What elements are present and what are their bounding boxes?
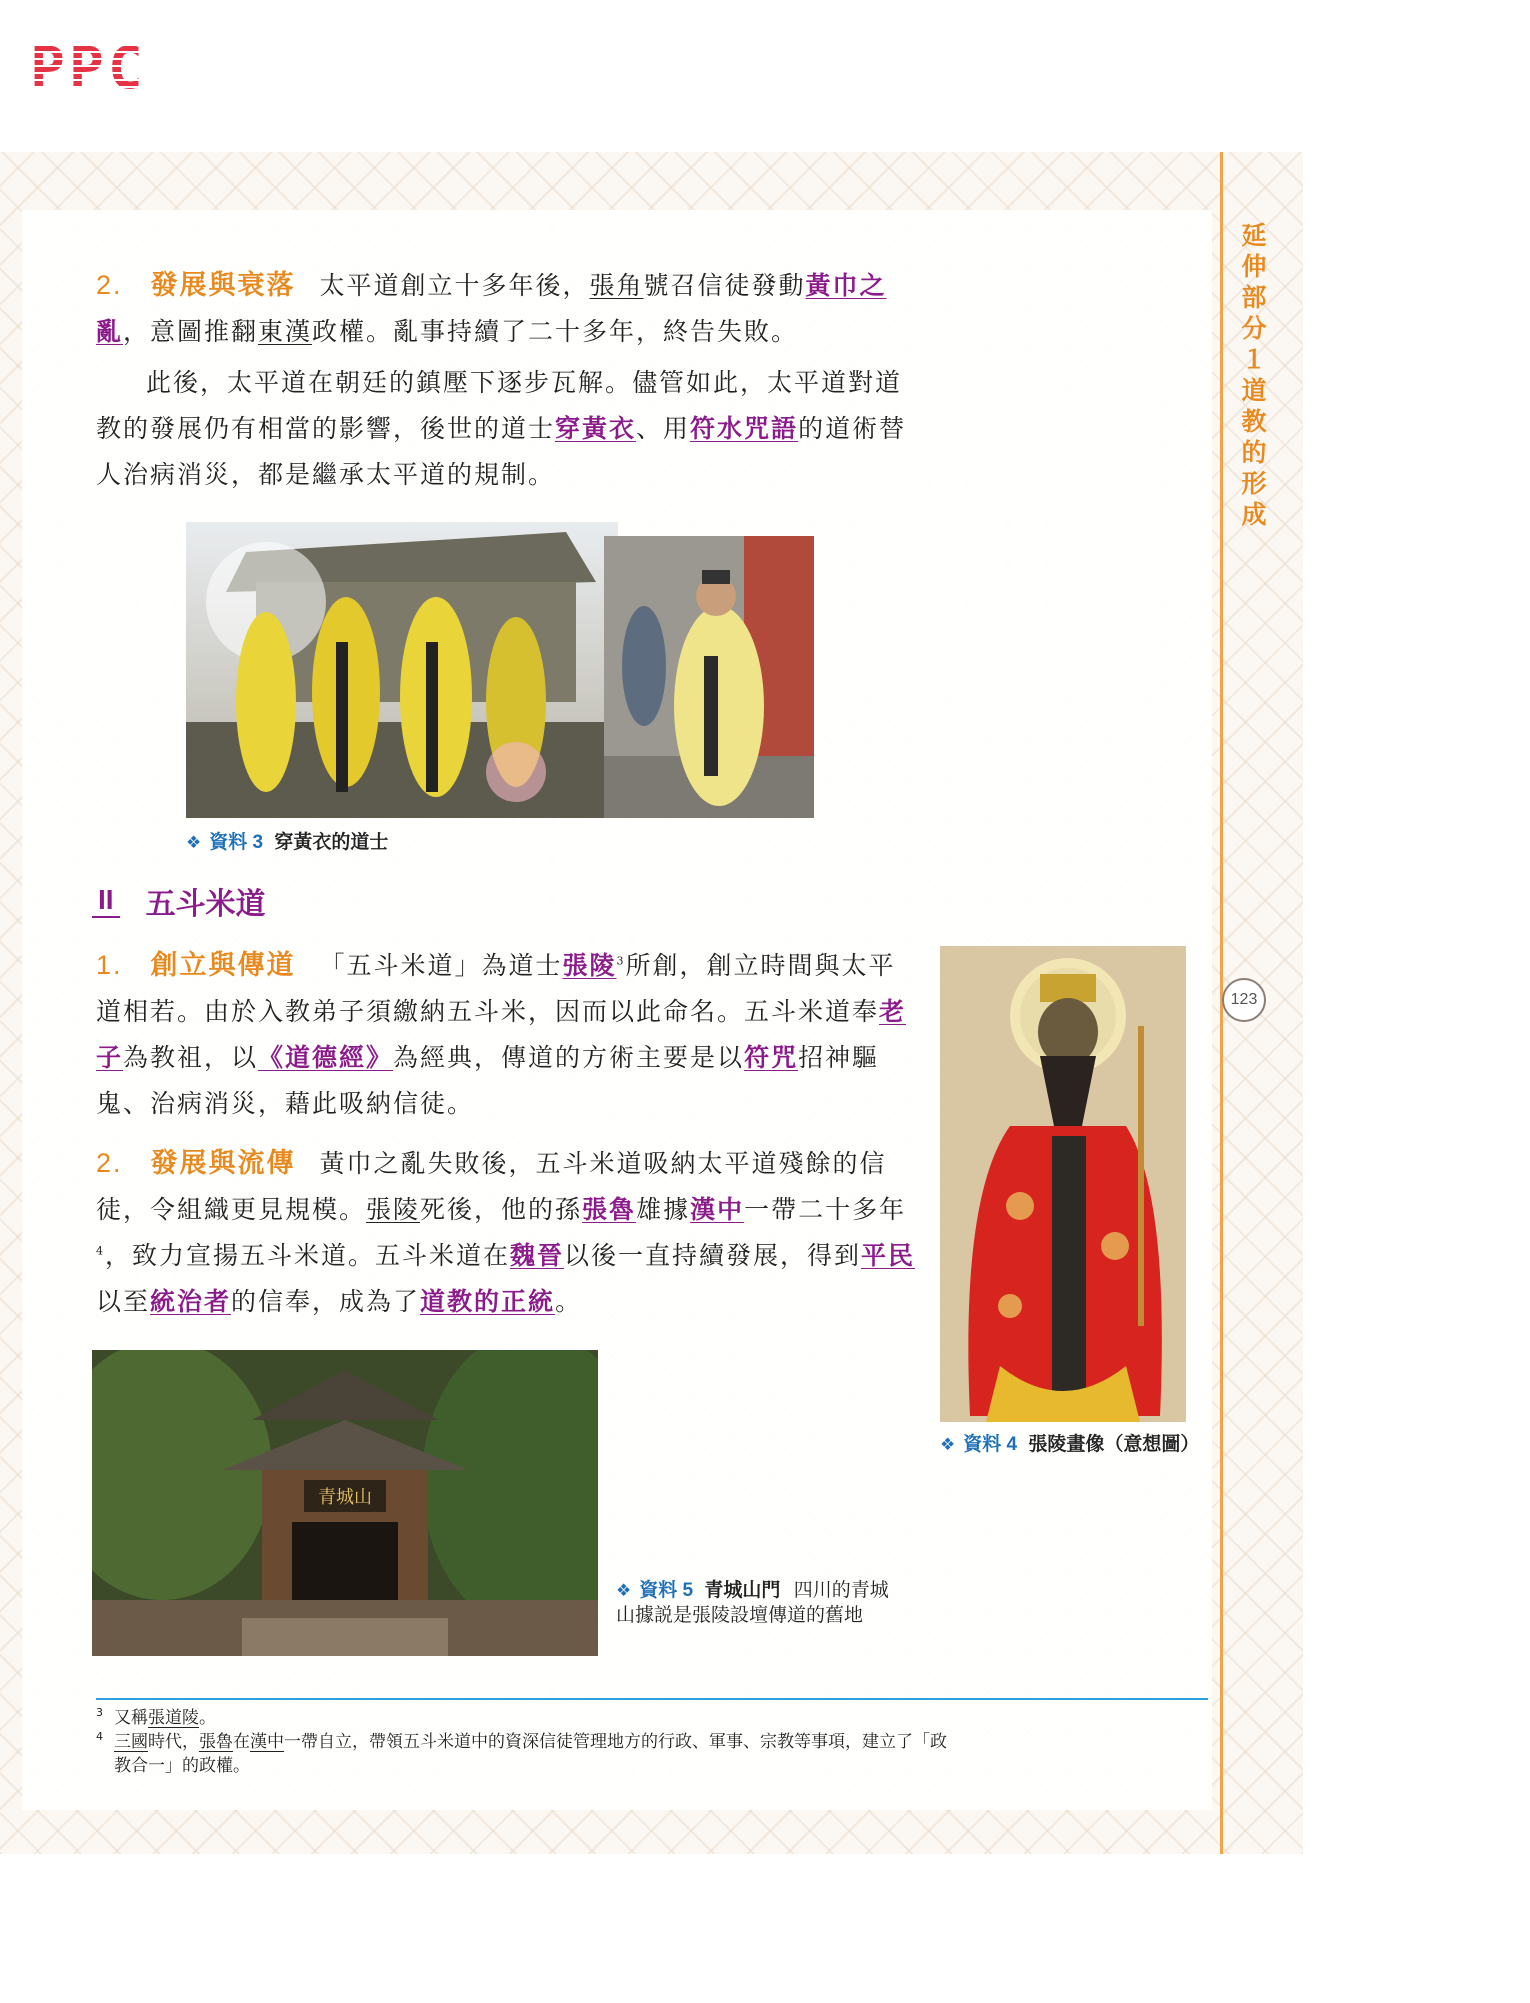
text: ，致力宣揚五斗米道。五斗米道在 bbox=[105, 1241, 511, 1270]
keyword-talisman: 符水咒語 bbox=[690, 414, 799, 443]
section1-paragraph1 bbox=[96, 262, 916, 355]
heading-number: 2. bbox=[96, 1148, 123, 1178]
term: 三國 bbox=[114, 1732, 148, 1752]
keyword-zhanglu: 張魯 bbox=[582, 1195, 637, 1224]
footnote-3 bbox=[96, 1706, 936, 1730]
photo-qingcheng-gate bbox=[92, 1350, 598, 1656]
text: 為教祖，以 bbox=[123, 1043, 259, 1072]
text: 一帶二十多年 bbox=[744, 1195, 907, 1224]
keyword-pingmin: 平民 bbox=[861, 1241, 916, 1270]
text: 一帶自立，帶領五斗米道中的資深信徒管理地方的行政、軍事、宗教等事項，建立了「政教合一」的政權。 bbox=[114, 1732, 947, 1776]
chapter-title: 延伸部分１道教的形成 bbox=[1238, 222, 1267, 532]
text: 雄據 bbox=[636, 1195, 691, 1224]
photo-taoist-yellow-robe bbox=[604, 536, 814, 818]
footnote-ref[interactable]: 3 bbox=[616, 954, 626, 968]
text: 、用 bbox=[636, 414, 691, 443]
heading-number: 2. bbox=[96, 270, 123, 300]
diamond-icon: ❖ bbox=[940, 1435, 956, 1454]
text: 在 bbox=[233, 1732, 250, 1752]
text: ，意圖推翻 bbox=[123, 317, 259, 346]
footnote-divider bbox=[96, 1698, 1208, 1700]
publisher-logo: PPC bbox=[30, 34, 147, 102]
text: 為經典，傳道的方術主要是以 bbox=[393, 1043, 745, 1072]
text: 。 bbox=[555, 1287, 583, 1316]
text: 政權。亂事持續了二十多年，終告失敗。 bbox=[312, 317, 799, 346]
text: 太平道創立十多年後， bbox=[319, 271, 590, 300]
keyword-huangjin: 黃巾之亂 bbox=[96, 271, 887, 346]
keyword-laozi: 老子 bbox=[96, 997, 907, 1072]
footnote-number: 3 bbox=[96, 1706, 103, 1719]
text: 的道術替人治病消災，都是繼承太平道的規制。 bbox=[96, 414, 907, 489]
figure-description: 四川的青城山據説是張陵設壇傳道的舊地 bbox=[616, 1580, 889, 1626]
figure-title: 青城山門 bbox=[704, 1580, 781, 1601]
text: 。 bbox=[199, 1708, 216, 1728]
text: 又稱 bbox=[114, 1708, 148, 1728]
figure-label: 資料 4 bbox=[963, 1434, 1018, 1455]
footnote-ref[interactable]: 4 bbox=[96, 1244, 105, 1258]
keyword-zhengtong: 道教的正統 bbox=[420, 1287, 556, 1316]
text: 「五斗米道」為道士 bbox=[319, 951, 563, 980]
keyword-fuzhou: 符咒 bbox=[744, 1043, 799, 1072]
term: 漢中 bbox=[250, 1732, 284, 1752]
figure-title: 穿黃衣的道士 bbox=[274, 832, 389, 853]
heading-title: 創立與傳道 bbox=[150, 950, 296, 980]
text: 此後，太平道在朝廷的鎮壓下逐步瓦解。儘管如此，太平道對道教的發展仍有相當的影響，後世的道士 bbox=[96, 368, 903, 443]
heading-number: 1. bbox=[96, 950, 123, 980]
heading-title: 發展與衰落 bbox=[150, 270, 296, 300]
text: 所創，創立時間與太平道相若。由於入教弟子須繳納五斗米，因而以此命名。五斗米道奉 bbox=[96, 951, 896, 1026]
photo-taoists-ceremony bbox=[186, 522, 618, 818]
figure-title: 張陵畫像（意想圖） bbox=[1028, 1434, 1200, 1455]
text: 時代， bbox=[148, 1732, 199, 1752]
term-donghan: 東漢 bbox=[258, 317, 313, 346]
term: 張魯 bbox=[199, 1732, 233, 1752]
page-number: 123 bbox=[1222, 978, 1266, 1022]
figure3-caption bbox=[186, 830, 686, 855]
term-zhangjiao: 張角 bbox=[589, 271, 644, 300]
text: 招神驅鬼、治病消災，藉此吸納信徒。 bbox=[96, 1043, 880, 1118]
footnote-4 bbox=[96, 1730, 954, 1778]
section-title: 五斗米道 bbox=[145, 888, 266, 921]
text: 以後一直持續發展，得到 bbox=[564, 1241, 862, 1270]
footnote-number: 4 bbox=[96, 1730, 103, 1743]
section-roman-icon: II bbox=[92, 884, 120, 918]
section2-heading bbox=[92, 878, 266, 924]
figure5-caption bbox=[616, 1578, 896, 1628]
keyword-tongzhi: 統治者 bbox=[150, 1287, 232, 1316]
text: 以至 bbox=[96, 1287, 151, 1316]
keyword-hanzhong: 漢中 bbox=[690, 1195, 745, 1224]
section1-paragraph2 bbox=[96, 360, 916, 498]
figure-label: 資料 5 bbox=[639, 1580, 694, 1601]
keyword-daodejing: 《道德經》 bbox=[258, 1043, 394, 1072]
diamond-icon: ❖ bbox=[186, 833, 202, 852]
figure-label: 資料 3 bbox=[209, 832, 264, 853]
keyword-weijin: 魏晉 bbox=[510, 1241, 565, 1270]
text: 的信奉，成為了 bbox=[231, 1287, 421, 1316]
section2-paragraph1 bbox=[96, 942, 916, 1127]
heading-title: 發展與流傳 bbox=[150, 1148, 296, 1178]
diamond-icon: ❖ bbox=[616, 1581, 632, 1600]
text: 黃巾之亂失敗後，五斗米道吸納太平道殘餘的信徒，令組織更見規模。 bbox=[96, 1149, 887, 1224]
text: 死後，他的孫 bbox=[420, 1195, 583, 1224]
keyword-zhangling: 張陵 bbox=[562, 951, 617, 980]
text: 號召信徒發動 bbox=[643, 271, 806, 300]
section2-paragraph2 bbox=[96, 1140, 916, 1325]
keyword-yellow-robe: 穿黃衣 bbox=[555, 414, 637, 443]
term-zhangling: 張陵 bbox=[366, 1195, 421, 1224]
term: 張道陵 bbox=[148, 1708, 199, 1728]
gate-sign: 青城山 bbox=[318, 1487, 372, 1508]
figure4-caption bbox=[940, 1432, 1210, 1457]
portrait-zhangling bbox=[940, 946, 1186, 1422]
